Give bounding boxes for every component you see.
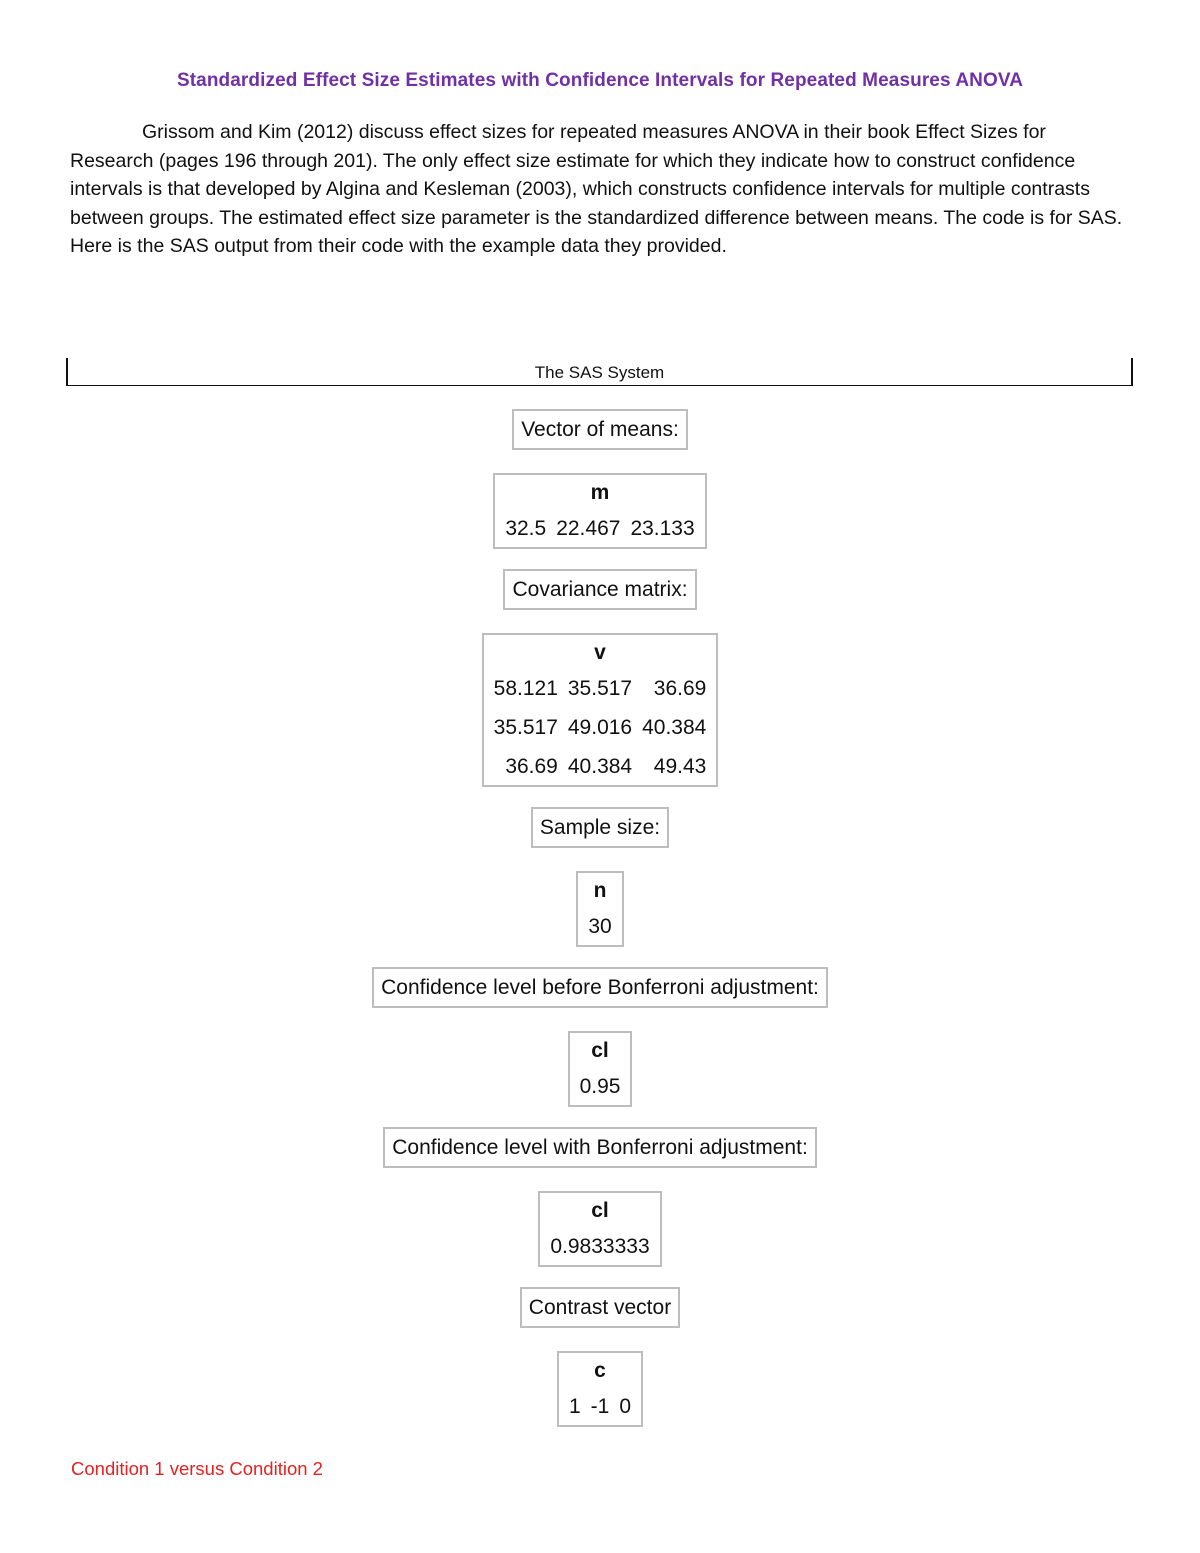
sample-size-matrix bbox=[576, 871, 623, 947]
matrix-cell: 1 bbox=[568, 1395, 581, 1418]
table-row bbox=[564, 1395, 636, 1419]
table-row bbox=[575, 1075, 626, 1099]
table-row bbox=[489, 716, 712, 755]
table-row bbox=[489, 677, 712, 716]
sas-output bbox=[0, 409, 1200, 1427]
cl-before-matrix-name: cl bbox=[591, 1039, 609, 1062]
matrix-cell: 36.69 bbox=[653, 677, 707, 700]
sas-system-header bbox=[66, 358, 1133, 386]
matrix-cell: 40.384 bbox=[567, 755, 633, 778]
matrix-cell: 0.95 bbox=[579, 1075, 621, 1098]
covariance-label: Covariance matrix: bbox=[503, 569, 696, 610]
table-row bbox=[500, 517, 699, 541]
matrix-cell: 23.133 bbox=[630, 517, 695, 540]
cl-after-matrix bbox=[538, 1191, 661, 1267]
matrix-cell: 49.016 bbox=[567, 716, 633, 739]
cl-after-label: Confidence level with Bonferroni adjustment: bbox=[383, 1127, 817, 1168]
matrix-cell: 30 bbox=[588, 915, 612, 938]
table-row bbox=[545, 1235, 654, 1259]
cl-after-matrix-name: cl bbox=[591, 1199, 609, 1222]
covariance-matrix-name: v bbox=[594, 641, 606, 664]
matrix-cell: 35.517 bbox=[567, 677, 633, 700]
means-label: Vector of means: bbox=[512, 409, 688, 450]
table-row bbox=[583, 915, 616, 939]
matrix-cell: 0.9833333 bbox=[550, 1235, 650, 1258]
matrix-cell: 35.517 bbox=[493, 716, 558, 739]
sample-size-matrix-name: n bbox=[593, 879, 607, 902]
contrast-matrix bbox=[557, 1351, 643, 1427]
matrix-cell: 36.69 bbox=[505, 755, 558, 778]
contrast-matrix-name: c bbox=[594, 1359, 606, 1382]
matrix-cell: 22.467 bbox=[556, 517, 621, 540]
page-title: Standardized Effect Size Estimates with Confidence Intervals for Repeated Measures ANOVA bbox=[176, 70, 1024, 91]
matrix-cell: -1 bbox=[590, 1395, 610, 1418]
table-row bbox=[489, 755, 712, 779]
matrix-cell: 49.43 bbox=[653, 755, 707, 778]
matrix-cell: 0 bbox=[619, 1395, 632, 1418]
cl-before-matrix bbox=[568, 1031, 633, 1107]
covariance-matrix bbox=[482, 633, 719, 787]
sas-system-title: The SAS System bbox=[534, 363, 665, 382]
matrix-cell: 58.121 bbox=[493, 677, 558, 700]
condition-comparison-note: Condition 1 versus Condition 2 bbox=[71, 1458, 323, 1479]
means-matrix bbox=[493, 473, 706, 549]
matrix-cell: 40.384 bbox=[642, 716, 707, 739]
means-matrix-name: m bbox=[590, 481, 610, 504]
matrix-cell: 32.5 bbox=[505, 517, 547, 540]
cl-before-label: Confidence level before Bonferroni adjustment: bbox=[372, 967, 828, 1008]
sample-size-label: Sample size: bbox=[531, 807, 669, 848]
contrast-label: Contrast vector bbox=[520, 1287, 680, 1328]
intro-paragraph: Grissom and Kim (2012) discuss effect sizes for repeated measures ANOVA in their book Effect Sizes for Research (pages 196 through 201). The only effect size estimate for which they indicate how to construct confidence intervals is that developed by Algina and Kesleman (2003), which constructs confidence intervals for multiple contrasts between groups. The estimated effect size parameter is the standardized difference between means. The code is for SAS. Here is the SAS output from their code with the example data they provided. bbox=[70, 121, 1123, 258]
